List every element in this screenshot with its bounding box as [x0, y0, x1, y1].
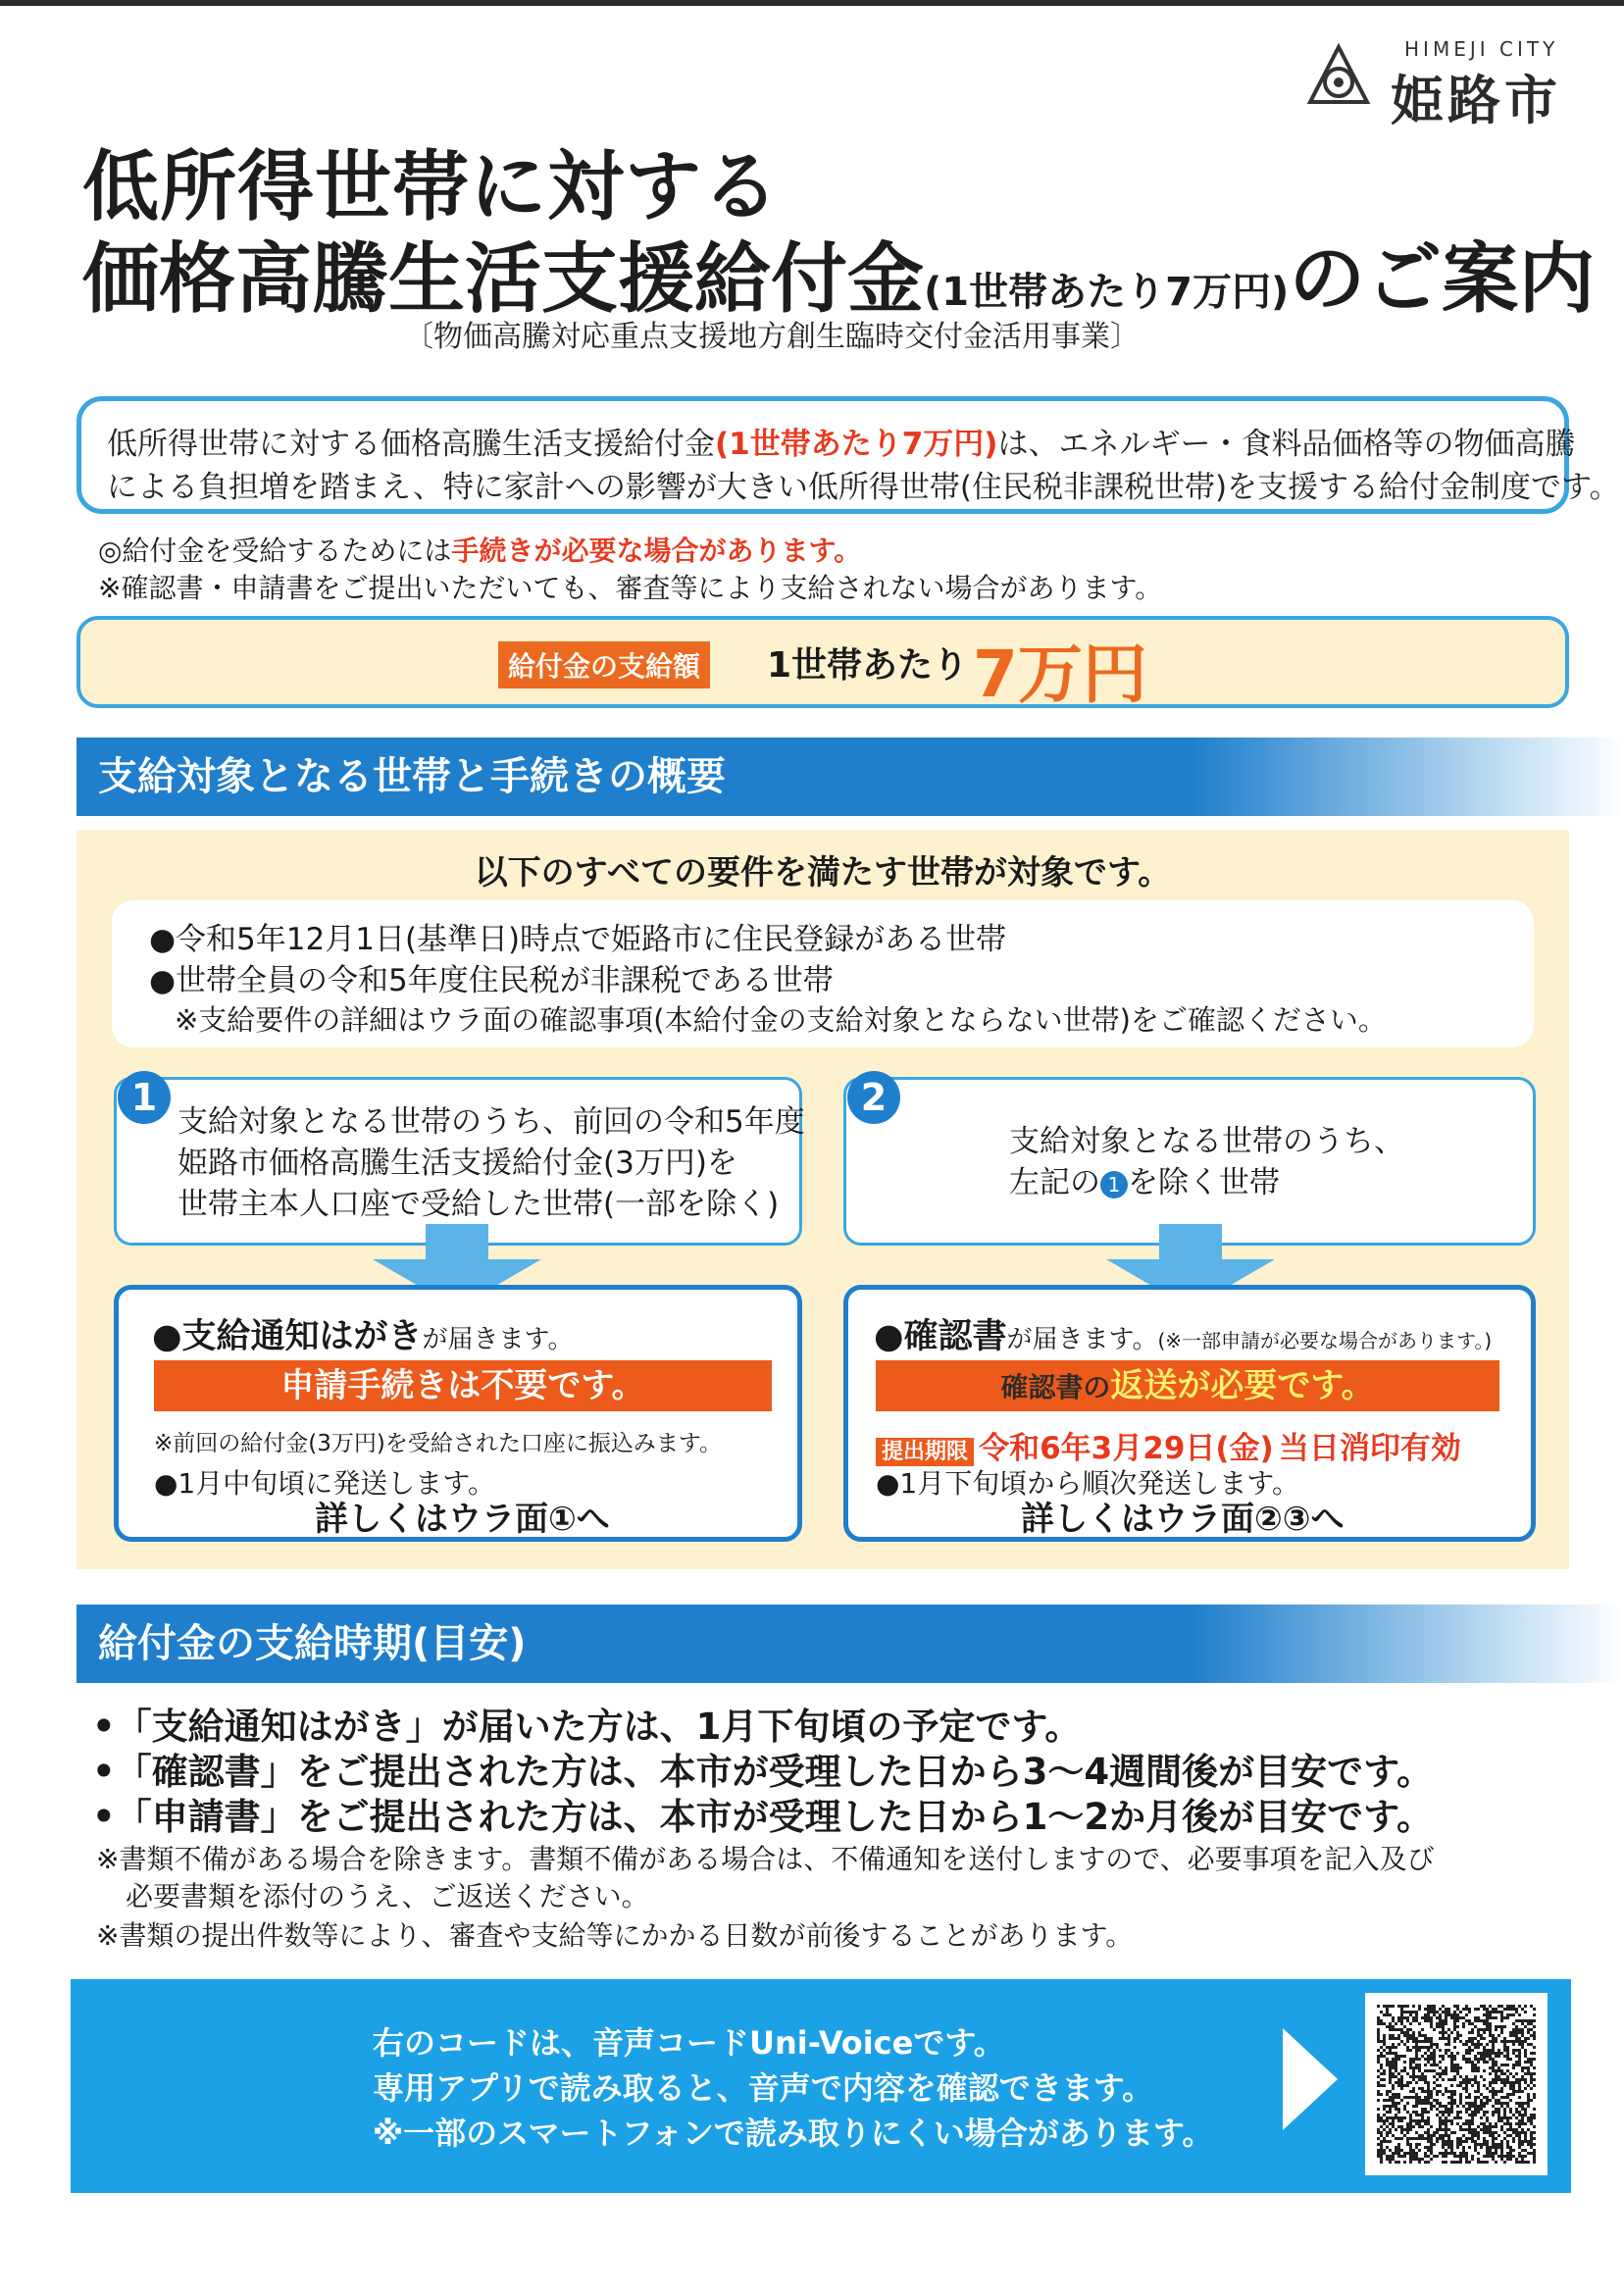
conditions-note: ※支給要件の詳細はウラ面の確認事項(本給付金の支給対象とならない世帯)をご確認ください。	[175, 1003, 1387, 1037]
postmark-note: 当日消印有効	[1278, 1431, 1461, 1466]
intro-text-cont: は、エネルギー・食料品価格等の物価高騰	[997, 427, 1576, 462]
deadline-date: 令和6年3月29日(金)	[979, 1431, 1274, 1466]
case2-line	[1009, 1162, 1280, 1203]
conditions-heading: 以下のすべての要件を満たす世帯が対象です。	[474, 853, 1172, 892]
timing-note: ※書類の提出件数等により、審査や支給等にかかる日数が前後することがあります。	[96, 1919, 1134, 1952]
case2-number-badge: 2	[847, 1071, 900, 1124]
case2-result-suffix: が届きます。	[1006, 1325, 1158, 1354]
section-heading-timing: 給付金の支給時期(目安)	[76, 1605, 1624, 1683]
return-required-bar	[876, 1360, 1499, 1411]
conditions-box	[112, 900, 1534, 1047]
no-application-bar: 申請手続きは不要です。	[154, 1360, 772, 1411]
title-main: 価格高騰生活支援給付金	[82, 235, 925, 324]
deadline-badge: 提出期限	[876, 1438, 974, 1466]
page-subtitle: 〔物価高騰対応重点支援地方創生臨時交付金活用事業〕	[404, 320, 1140, 354]
case1-result-heading	[152, 1309, 573, 1358]
condition-item: ●世帯全員の令和5年度住民税が非課税である世帯	[149, 963, 834, 998]
case1-reference-dot: 1	[1100, 1171, 1128, 1198]
condition-item: ●令和5年12月1日(基準日)時点で姫路市に住民登録がある世帯	[149, 922, 1007, 957]
footer-line: 右のコードは、音声コードUni-Voiceです。	[373, 2024, 1005, 2062]
title-amount: (1世帯あたり7万円)	[924, 270, 1290, 315]
case2-box	[843, 1077, 1536, 1246]
case2-text-cont: を除く世帯	[1128, 1165, 1280, 1200]
timing-item: •「申請書」をご提出された方は、本市が受理した日から1〜2か月後が目安です。	[92, 1796, 1434, 1838]
footer-line: ※一部のスマートフォンで読み取りにくい場合があります。	[373, 2115, 1214, 2152]
case1-notice-postcard: ●支給通知はがき	[152, 1317, 423, 1356]
top-border	[0, 0, 1624, 6]
case1-line: 世帯主本人口座で受給した世帯(一部を除く)	[178, 1187, 780, 1222]
case2-confirmation-form: ●確認書	[874, 1317, 1007, 1356]
intro-box	[76, 396, 1620, 514]
case2-text: 左記の	[1009, 1165, 1100, 1200]
uni-voice-footer	[71, 1979, 1571, 2193]
down-arrow-icon	[426, 1224, 488, 1261]
timing-item: •「支給通知はがき」が届いた方は、1月下旬頃の予定です。	[92, 1706, 1082, 1748]
intro-amount: (1世帯あたり7万円)	[715, 427, 998, 462]
amount-badge: 給付金の支給額	[498, 641, 710, 688]
case1-transfer-note: ※前回の給付金(3万円)を受給された口座に振込みます。	[154, 1431, 723, 1456]
page-title-line1: 低所得世帯に対する	[82, 143, 781, 231]
review-note: ※確認書・申請書をご提出いただいても、審査等により支給されない場合があります。	[98, 572, 1163, 604]
intro-line1	[107, 419, 1575, 463]
section-heading-eligibility: 支給対象となる世帯と手続きの概要	[76, 738, 1624, 816]
case1-box	[114, 1077, 805, 1246]
city-name-japanese: 姫路市	[1391, 70, 1561, 131]
down-arrow-icon	[1159, 1224, 1222, 1261]
procedure-note	[98, 530, 861, 569]
footer-line: 専用アプリで読み取ると、音声で内容を確認できます。	[373, 2069, 1154, 2107]
return-required-label: 確認書の	[1000, 1371, 1111, 1403]
uni-voice-code-icon[interactable]	[1377, 2005, 1536, 2164]
case1-number-badge: 1	[118, 1071, 171, 1124]
case1-line: 姫路市価格高騰生活支援給付金(3万円)を	[178, 1146, 737, 1181]
timing-note: 必要書類を添付のうえ、ご返送ください。	[126, 1880, 649, 1912]
timing-item: •「確認書」をご提出された方は、本市が受理した日から3〜4週間後が目安です。	[92, 1751, 1434, 1793]
intro-line2: による負担増を踏まえ、特に家計への影響が大きい低所得世帯(住民税非課税世帯)を支援する給付金制度です。	[107, 470, 1620, 505]
case1-send-timing: ●1月中旬頃に発送します。	[154, 1467, 496, 1500]
timing-note: ※書類不備がある場合を除きます。書類不備がある場合は、不備通知を送付しますので、必要事項を記入及び	[96, 1843, 1435, 1875]
case1-result-box	[114, 1285, 802, 1542]
case1-line: 支給対象となる世帯のうち、前回の令和5年度	[178, 1104, 805, 1140]
procedure-note-text: ◎給付金を受給するためには	[98, 535, 452, 567]
himeji-city-logo-icon	[1304, 43, 1373, 112]
case2-see-back: 詳しくはウラ面②③へ	[1021, 1500, 1345, 1539]
city-name-english: HIMEJI CITY	[1404, 37, 1559, 61]
case2-result-note: (※一部申請が必要な場合があります。)	[1157, 1329, 1493, 1352]
deadline-row	[876, 1423, 1461, 1467]
procedure-note-emphasis: 手続きが必要な場合があります。	[451, 535, 862, 567]
intro-text: 低所得世帯に対する価格高騰生活支援給付金	[107, 427, 715, 462]
return-required-emphasis: 返送が必要です。	[1110, 1366, 1375, 1405]
title-end: のご案内	[1289, 235, 1596, 324]
play-arrow-icon	[1283, 2028, 1338, 2130]
amount-label: 1世帯あたり	[767, 645, 969, 686]
case1-result-suffix: が届きます。	[422, 1325, 574, 1354]
case1-see-back: 詳しくはウラ面①へ	[315, 1500, 610, 1539]
case2-result-box	[843, 1285, 1536, 1542]
case2-result-heading	[874, 1309, 1492, 1358]
amount-value: 7万円	[973, 637, 1147, 712]
case2-send-timing: ●1月下旬頃から順次発送します。	[876, 1467, 1300, 1500]
case2-line: 支給対象となる世帯のうち、	[1009, 1124, 1404, 1159]
